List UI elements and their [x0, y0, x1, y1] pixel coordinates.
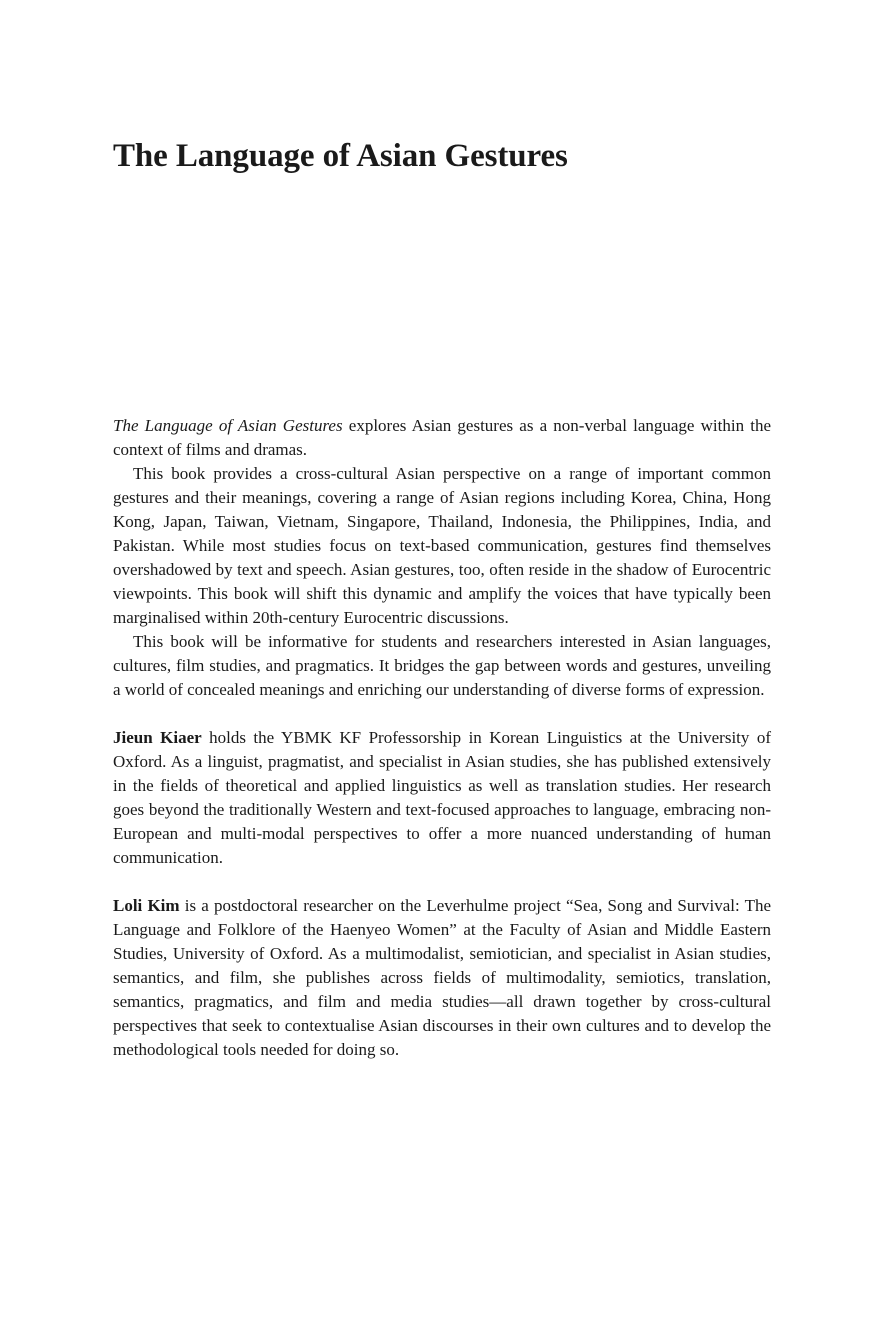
description-paragraph: This book provides a cross-cultural Asian perspective on a range of important common gestures and their meanings, covering a range of Asian regions including Korea, China, Hong Kong, Japan, Taiwan, Vietnam, Singapore, Thailand, Indonesia, the Philippines, India, and Pakistan. While most studies focus on text-based communication, gestures find themselves overshadowed by text and speech. Asian gestures, too, often reside in the shadow of Eurocentric viewpoints. This book will shift this dynamic and amplify the voices that have typically been marginalised within 20th-century Eurocentric discussions. — [113, 464, 771, 627]
book-description — [113, 414, 771, 1062]
description-paragraph: This book will be informative for students and researchers interested in Asian languages, cultures, film studies, and pragmatics. It bridges the gap between words and gestures, unveiling a world of concealed meanings and enriching our understanding of diverse forms of expression. — [113, 632, 771, 699]
book-title-reference: The Language of Asian Gestures — [113, 416, 343, 435]
description-intro — [113, 414, 771, 462]
author-bio-text: is a postdoctoral researcher on the Leverhulme project “Sea, Song and Survival: The Language and Folklore of the Haenyeo Women” at the Faculty of Asian and Middle Eastern Studies, University of Oxford. As a multimodalist, semiotician, and specialist in Asian studies, semantics, and film, she publishes across fields of multimodality, semiotics, translation, semantics, pragmatics, and film and media studies—all drawn together by cross-cultural perspectives that seek to contextualise Asian discourses in their own cultures and to develop the methodological tools needed for doing so. — [113, 896, 771, 1059]
author-bio-text: holds the YBMK KF Professorship in Korean Linguistics at the University of Oxford. As a linguist, pragmatist, and specialist in Asian studies, she has published extensively in the fields of theoretical and applied linguistics as well as translation studies. Her research goes beyond the traditionally Western and text-focused approaches to language, embracing non-European and multi-modal perspectives to offer a more nuanced understanding of human communication. — [113, 728, 771, 867]
page-title: The Language of Asian Gestures — [113, 138, 568, 174]
author-name: Loli Kim — [113, 896, 180, 915]
author-bio — [113, 726, 771, 870]
author-bio — [113, 894, 771, 1062]
description-intro-text: explores Asian gestures as a non-verbal language within the context of films and dramas. — [113, 416, 772, 459]
author-name: Jieun Kiaer — [113, 728, 202, 747]
